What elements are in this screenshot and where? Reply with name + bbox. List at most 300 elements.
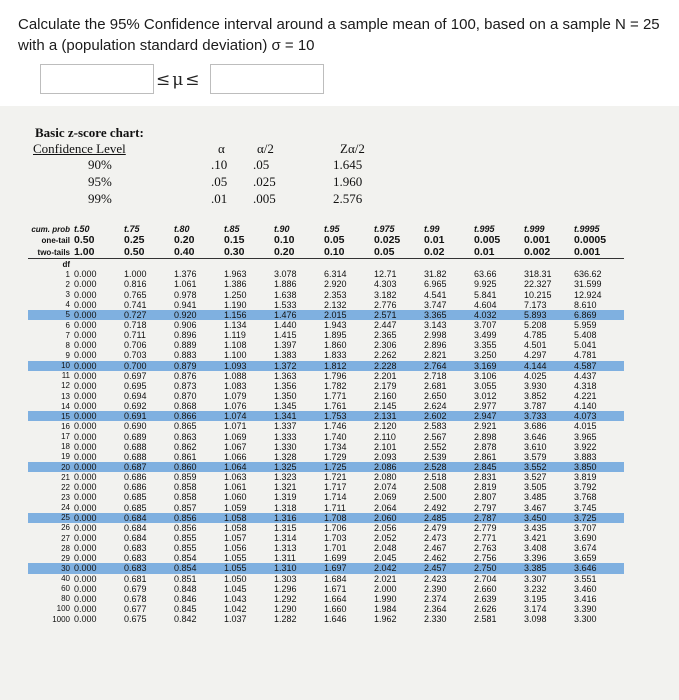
t-value: 2.353 <box>324 289 347 300</box>
df-value: 19 <box>61 452 70 462</box>
t-value: 0.765 <box>124 289 147 300</box>
t-value: 0.856 <box>174 522 197 533</box>
df-value: 16 <box>61 421 70 431</box>
t-value: 3.408 <box>524 543 547 554</box>
t-value: 1.440 <box>274 320 297 331</box>
t-value: 2.756 <box>474 553 497 564</box>
t-value: 1.000 <box>124 269 147 280</box>
t-value: 1.093 <box>224 361 274 371</box>
t-table-row <box>28 533 624 543</box>
df-value: 9 <box>65 350 70 360</box>
t-value: 0.889 <box>174 340 197 351</box>
one-tail-label: one-tail <box>41 235 70 245</box>
t-value: 0.855 <box>174 533 197 543</box>
t-value: 1.296 <box>274 583 297 594</box>
t-value: 1.706 <box>324 522 347 533</box>
t-value: 0.000 <box>74 441 97 452</box>
t-value: 1.100 <box>224 350 247 361</box>
t-value: 2.764 <box>424 361 474 371</box>
lower-bound-input[interactable] <box>40 64 154 94</box>
t-value: 4.140 <box>574 401 597 412</box>
t-value: 2.896 <box>424 340 447 351</box>
t-value: 1.895 <box>324 330 347 341</box>
one-tail-value: 0.05 <box>324 234 345 247</box>
t-table-row <box>28 330 624 340</box>
t-value: 8.610 <box>574 299 597 310</box>
t-value: 2.042 <box>374 563 424 573</box>
t-value: 1.156 <box>224 310 274 320</box>
t-value: 0.000 <box>74 573 97 584</box>
upper-bound-input[interactable] <box>210 64 324 94</box>
t-value: 3.250 <box>474 350 497 361</box>
t-value: 4.221 <box>574 391 597 402</box>
t-value: 1.725 <box>324 462 374 472</box>
header-spacer <box>124 259 174 270</box>
t-value: 3.579 <box>524 451 547 462</box>
t-value: 1.699 <box>324 553 347 564</box>
header-spacer <box>274 259 324 270</box>
t-value: 4.297 <box>524 350 547 361</box>
t-value: 3.143 <box>424 320 447 331</box>
t-value: 0.868 <box>174 401 197 412</box>
t-value: 1.796 <box>324 370 347 381</box>
t-value: 3.745 <box>574 502 597 513</box>
t-value: 1.638 <box>274 289 297 300</box>
one-tail-value: 0.025 <box>374 234 401 247</box>
t-value: 2.539 <box>424 451 447 462</box>
t-value: 3.098 <box>524 614 547 625</box>
t-value: 4.015 <box>574 421 597 432</box>
two-tails-value: 0.50 <box>124 246 145 259</box>
t-value: 22.327 <box>524 279 552 290</box>
t-value: 0.684 <box>124 533 147 543</box>
t-table-row <box>28 300 624 310</box>
t-value: 2.660 <box>474 583 497 594</box>
t-value: 0.000 <box>74 543 97 554</box>
df-value: 8 <box>65 340 70 350</box>
two-tails-label: two-tails <box>37 247 70 257</box>
t-value: 3.659 <box>574 553 597 564</box>
t-value: 0.000 <box>74 380 97 391</box>
t-value: 3.300 <box>574 614 597 625</box>
t-value: 0.851 <box>174 573 197 584</box>
t-table-row <box>28 594 624 604</box>
t-value: 4.604 <box>474 299 497 310</box>
t-value: 0.865 <box>174 421 197 432</box>
t-value: 0.873 <box>174 380 197 391</box>
t-value: 0.870 <box>174 391 197 402</box>
t-table-row <box>28 350 624 360</box>
t-value: 0.683 <box>124 543 147 554</box>
t-table-row <box>28 381 624 391</box>
t-value: 1.782 <box>324 380 347 391</box>
t-value: 1.533 <box>274 299 297 310</box>
t-value: 1.962 <box>374 614 397 625</box>
t-value: 1.740 <box>324 431 347 442</box>
t-value: 0.862 <box>174 441 197 452</box>
t-value: 1.310 <box>274 563 324 573</box>
t-value: 5.841 <box>474 289 497 300</box>
t-value: 2.467 <box>424 543 447 554</box>
t-value: 1.311 <box>274 553 296 564</box>
t-value: 2.021 <box>374 573 397 584</box>
t-value: 0.856 <box>174 513 224 523</box>
t-value: 2.473 <box>424 533 447 543</box>
confidence-level-header: Confidence Level <box>33 141 126 156</box>
t-value: 0.727 <box>124 310 174 320</box>
t-value: 0.000 <box>74 553 97 564</box>
t-value: 2.920 <box>324 279 347 290</box>
t-value: 0.678 <box>124 593 147 604</box>
t-value: 2.650 <box>424 391 447 402</box>
t-value: 1.060 <box>224 492 247 503</box>
t-value: 2.228 <box>374 361 424 371</box>
z-chart-cell: .025 <box>253 174 276 189</box>
t-value: 0.000 <box>74 614 97 625</box>
df-value: 2 <box>65 279 70 289</box>
t-value: 0.692 <box>124 401 147 412</box>
df-value: 28 <box>61 543 70 553</box>
t-table-row <box>28 371 624 381</box>
t-value: 1.363 <box>274 370 297 381</box>
t-value: 2.423 <box>424 573 447 584</box>
t-value: 0.000 <box>74 401 97 412</box>
t-value: 1.313 <box>274 543 297 554</box>
t-value: 0.858 <box>174 492 197 503</box>
t-value: 1.345 <box>274 401 297 412</box>
t-value: 3.850 <box>574 462 624 472</box>
one-tail-value: 0.25 <box>124 234 145 247</box>
t-value: 2.508 <box>424 482 447 493</box>
t-header: t.999 <box>524 224 545 235</box>
t-value: 2.977 <box>474 401 497 412</box>
t-value: 0.000 <box>74 563 124 573</box>
t-table-row <box>28 452 624 462</box>
t-table-row <box>28 523 624 533</box>
t-value: 0.700 <box>124 361 174 371</box>
t-value: 0.695 <box>124 380 147 391</box>
t-value: 1.761 <box>324 401 347 412</box>
t-value: 1.061 <box>224 482 247 493</box>
t-value: 0.000 <box>74 310 124 320</box>
t-value: 0.697 <box>124 370 147 381</box>
t-value: 2.086 <box>374 462 424 472</box>
t-value: 2.064 <box>374 502 397 513</box>
t-value: 2.787 <box>474 513 524 523</box>
t-value: 0.855 <box>174 543 197 554</box>
t-value: 1.037 <box>224 614 247 625</box>
t-value: 0.863 <box>174 431 197 442</box>
t-value: 2.374 <box>424 593 447 604</box>
cum-prob-label: cum. prob <box>31 224 70 234</box>
t-table-row <box>28 563 624 573</box>
df-value: 80 <box>61 594 70 604</box>
t-value: 3.930 <box>524 380 547 391</box>
t-value: 2.763 <box>474 543 497 554</box>
t-value: 1.318 <box>274 502 297 513</box>
t-value: 2.797 <box>474 502 497 513</box>
t-value: 0.906 <box>174 320 197 331</box>
t-value: 0.883 <box>174 350 197 361</box>
one-tail-value: 0.20 <box>174 234 195 247</box>
one-tail-value: 0.10 <box>274 234 295 247</box>
t-value: 1.383 <box>274 350 297 361</box>
t-value: 4.541 <box>424 289 447 300</box>
t-value: 0.000 <box>74 431 97 442</box>
t-value: 0.706 <box>124 340 147 351</box>
t-value: 636.62 <box>574 269 602 280</box>
t-table-row <box>28 269 624 279</box>
t-value: 1.321 <box>274 482 297 493</box>
t-distribution-table <box>28 224 624 624</box>
df-value: 4 <box>65 300 70 310</box>
t-value: 1.050 <box>224 573 247 584</box>
t-value: 1.386 <box>224 279 247 290</box>
z-chart-cell: 90% <box>88 157 112 172</box>
t-value: 10.215 <box>524 289 552 300</box>
t-value: 1.753 <box>324 411 374 421</box>
t-value: 0.858 <box>174 482 197 493</box>
two-tails-value: 1.00 <box>74 246 95 259</box>
t-value: 1.671 <box>324 583 347 594</box>
t-value: 1.069 <box>224 431 247 442</box>
t-value: 5.041 <box>574 340 597 351</box>
t-value: 2.074 <box>374 482 397 493</box>
t-table-row <box>28 543 624 553</box>
df-value: 23 <box>61 492 70 502</box>
t-value: 0.896 <box>174 330 197 341</box>
z-chart-cell: .10 <box>211 157 228 172</box>
header-spacer <box>374 259 424 270</box>
df-value: 18 <box>61 442 70 452</box>
t-header: t.75 <box>124 224 140 235</box>
t-value: 2.821 <box>424 350 447 361</box>
t-value: 2.571 <box>374 310 424 320</box>
z-chart-cell: 95% <box>88 174 112 189</box>
t-value: 0.876 <box>174 370 197 381</box>
df-value: 7 <box>65 330 70 340</box>
t-table-row <box>28 432 624 442</box>
t-value: 1.697 <box>324 563 374 573</box>
t-value: 3.527 <box>524 472 547 483</box>
t-value: 1.063 <box>224 472 247 483</box>
df-value: 27 <box>61 533 70 543</box>
t-value: 2.000 <box>374 583 397 594</box>
df-value: 24 <box>61 503 70 513</box>
t-value: 0.000 <box>74 320 97 331</box>
t-value: 0.000 <box>74 340 97 351</box>
t-value: 63.66 <box>474 269 497 280</box>
t-value: 1.064 <box>224 462 274 472</box>
t-value: 1.323 <box>274 472 297 483</box>
t-value: 1.746 <box>324 421 347 432</box>
t-value: 0.000 <box>74 350 97 361</box>
t-table-row <box>28 574 624 584</box>
z-chart-cell: .05 <box>211 174 228 189</box>
t-value: 2.015 <box>324 310 374 320</box>
t-table-row <box>28 462 624 472</box>
t-value: 2.330 <box>424 614 447 625</box>
t-header: t.975 <box>374 224 395 235</box>
t-value: 2.921 <box>474 421 497 432</box>
t-value: 1.108 <box>224 340 247 351</box>
one-tail-value: 0.15 <box>224 234 245 247</box>
t-value: 3.365 <box>424 310 474 320</box>
t-value: 2.069 <box>374 492 397 503</box>
t-value: 1.337 <box>274 421 297 432</box>
t-value: 3.435 <box>524 522 547 533</box>
t-value: 2.704 <box>474 573 497 584</box>
t-value: 2.500 <box>424 492 447 503</box>
t-header: t.9995 <box>574 224 600 235</box>
t-value: 2.878 <box>474 441 497 452</box>
t-value: 2.518 <box>424 472 447 483</box>
t-value: 1.328 <box>274 451 297 462</box>
t-value: 1.066 <box>224 451 247 462</box>
t-value: 2.624 <box>424 401 447 412</box>
t-value: 0.000 <box>74 593 97 604</box>
t-value: 2.052 <box>374 533 397 543</box>
t-value: 1.314 <box>274 533 297 543</box>
t-value: 2.262 <box>374 350 397 361</box>
t-value: 0.684 <box>124 522 147 533</box>
t-value: 3.505 <box>524 482 547 493</box>
df-value: 14 <box>61 401 70 411</box>
t-value: 1.664 <box>324 593 347 604</box>
t-value: 0.000 <box>74 603 97 614</box>
t-value: 1.190 <box>224 299 247 310</box>
t-value: 2.201 <box>374 370 397 381</box>
t-value: 2.807 <box>474 492 497 503</box>
t-value: 2.390 <box>424 583 447 594</box>
t-value: 0.694 <box>124 391 147 402</box>
t-value: 2.819 <box>474 482 497 493</box>
z-chart-cell: 2.576 <box>333 191 363 206</box>
t-value: 3.819 <box>574 472 597 483</box>
t-value: 1.134 <box>224 320 247 331</box>
question-text: Calculate the 95% Confidence interval around a sample mean of 100, based on a sample N = 25 with a (population standard deviation) σ = 10 <box>18 16 660 54</box>
t-value: 2.110 <box>374 431 396 442</box>
t-value: 4.032 <box>474 310 524 320</box>
t-value: 2.365 <box>374 330 397 341</box>
t-value: 1.943 <box>324 320 347 331</box>
t-value: 3.055 <box>474 380 497 391</box>
t-value: 0.685 <box>124 502 147 513</box>
t-value: 0.854 <box>174 563 224 573</box>
t-value: 4.318 <box>574 380 597 391</box>
t-value: 3.965 <box>574 431 597 442</box>
df-value: 25 <box>28 513 74 523</box>
t-value: 2.898 <box>474 431 497 442</box>
two-tails-value: 0.05 <box>374 246 395 259</box>
z-chart-cell: 1.645 <box>333 157 363 172</box>
t-value: 4.587 <box>574 361 624 371</box>
t-value: 2.132 <box>324 299 347 310</box>
t-value: 0.000 <box>74 269 97 280</box>
z-header: Zα/2 <box>340 141 365 156</box>
t-header: t.50 <box>74 224 90 235</box>
t-value: 3.355 <box>474 340 497 351</box>
t-value: 2.779 <box>474 522 497 533</box>
header-spacer <box>524 259 574 270</box>
t-value: 2.048 <box>374 543 397 554</box>
t-table-row <box>28 340 624 350</box>
df-value: 26 <box>61 523 70 533</box>
t-value: 1.714 <box>324 492 347 503</box>
alpha-header: α <box>218 141 225 156</box>
t-value: 0.000 <box>74 513 124 523</box>
t-value: 1.708 <box>324 513 374 523</box>
df-label: df <box>28 259 74 270</box>
t-value: 1.045 <box>224 583 247 594</box>
t-value: 1.372 <box>274 361 324 371</box>
two-tails-value: 0.001 <box>574 246 601 259</box>
t-value: 0.000 <box>74 451 97 462</box>
t-value: 1.071 <box>224 421 247 432</box>
t-value: 1.476 <box>274 310 324 320</box>
t-value: 1.330 <box>274 441 297 452</box>
t-value: 3.707 <box>474 320 497 331</box>
t-value: 1.376 <box>174 269 197 280</box>
t-value: 0.000 <box>74 411 124 421</box>
t-value: 3.195 <box>524 593 547 604</box>
t-table-row <box>28 614 624 624</box>
t-value: 0.688 <box>124 441 147 452</box>
t-value: 12.71 <box>374 269 397 280</box>
t-table-row <box>28 513 624 523</box>
t-value: 0.686 <box>124 472 147 483</box>
df-value: 6 <box>65 320 70 330</box>
t-value: 3.707 <box>574 522 597 533</box>
t-value: 0.741 <box>124 299 147 310</box>
t-value: 3.690 <box>574 533 597 543</box>
header-spacer <box>174 259 224 270</box>
header-spacer <box>574 259 624 270</box>
t-value: 1.055 <box>224 553 247 564</box>
t-value: 0.000 <box>74 421 97 432</box>
t-value: 3.610 <box>524 441 547 452</box>
one-tail-value: 0.50 <box>74 234 95 247</box>
t-value: 0.683 <box>124 553 147 564</box>
df-value: 22 <box>61 482 70 492</box>
t-value: 1.963 <box>224 269 247 280</box>
t-value: 0.000 <box>74 522 97 533</box>
t-value: 2.101 <box>374 441 397 452</box>
t-value: 3.078 <box>274 269 297 280</box>
t-value: 0.000 <box>74 391 97 402</box>
t-value: 3.922 <box>574 441 597 452</box>
t-value: 1.055 <box>224 563 274 573</box>
t-value: 2.861 <box>474 451 497 462</box>
t-value: 0.000 <box>74 299 97 310</box>
df-value: 30 <box>28 563 74 573</box>
t-value: 4.437 <box>574 370 597 381</box>
t-value: 318.31 <box>524 269 552 280</box>
t-value: 0.845 <box>174 603 197 614</box>
t-value: 12.924 <box>574 289 602 300</box>
two-tails-value: 0.01 <box>474 246 495 259</box>
t-value: 1.711 <box>324 502 346 513</box>
df-value: 21 <box>61 472 70 482</box>
t-value: 6.965 <box>424 279 447 290</box>
t-value: 1.292 <box>274 593 297 604</box>
alpha-half-header: α/2 <box>257 141 274 156</box>
two-tails-value: 0.30 <box>224 246 245 259</box>
t-value: 0.684 <box>124 513 174 523</box>
t-table-row <box>28 492 624 502</box>
t-value: 3.232 <box>524 583 547 594</box>
z-chart-cell: .005 <box>253 191 276 206</box>
